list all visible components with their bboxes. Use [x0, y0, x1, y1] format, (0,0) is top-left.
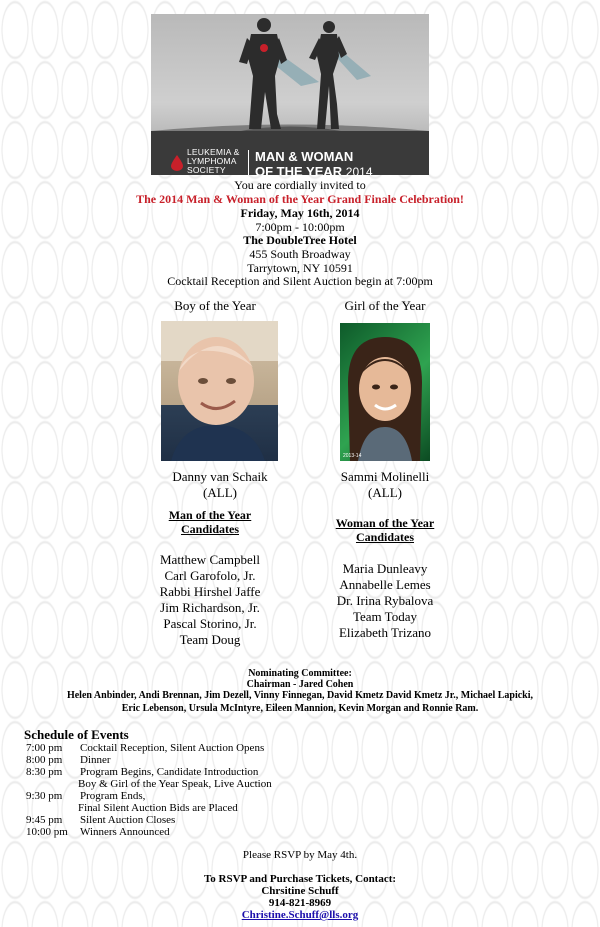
woman-candidate: Team Today [352, 609, 417, 624]
boy-condition: (ALL) [203, 485, 237, 500]
schedule-event: Winners Announced [80, 826, 170, 838]
schedule-time: 7:00 pm [26, 742, 63, 754]
boy-name: Danny van Schaik [172, 469, 268, 484]
rsvp-email-link[interactable]: Christine.Schuff@lls.org [241, 909, 359, 921]
event-date: Friday, May 16th, 2014 [240, 206, 360, 220]
banner-divider [248, 150, 249, 175]
boy-of-year-photo [161, 321, 278, 461]
committee-chair: Chairman - Jared Cohen [246, 679, 354, 690]
man-candidate: Carl Garofolo, Jr. [164, 568, 256, 583]
event-title-text: OF THE YEAR [255, 164, 343, 175]
schedule-title: Schedule of Events [24, 727, 129, 742]
event-year: 2014 [345, 165, 373, 175]
schedule-time: 9:30 pm [26, 790, 63, 802]
schedule-event: Program Ends, [80, 790, 146, 802]
event-time: 7:00pm - 10:00pm [255, 220, 345, 234]
blood-drop-logo-icon [171, 155, 183, 171]
committee-members-line2: Eric Lebenson, Ursula McIntyre, Eileen Mannion, Kevin Morgan and Ronnie Ram. [121, 703, 479, 714]
man-candidate: Team Doug [179, 632, 241, 647]
invite-headline: The 2014 Man & Woman of the Year Grand Finale Celebration! [136, 192, 464, 206]
invite-intro: You are cordially invited to [234, 178, 366, 192]
schedule-time: 9:45 pm [26, 814, 63, 826]
girl-of-year-heading: Girl of the Year [344, 298, 426, 313]
venue-name: The DoubleTree Hotel [243, 233, 357, 247]
girl-of-year-photo [340, 323, 430, 461]
org-name-line2: LYMPHOMA [187, 156, 237, 166]
man-candidate: Jim Richardson, Jr. [160, 600, 260, 615]
schedule-event: Program Begins, Candidate Introduction [80, 766, 259, 778]
woman-candidate: Elizabeth Trizano [338, 625, 432, 640]
schedule-event: Final Silent Auction Bids are Placed [78, 802, 238, 814]
event-title-line1: MAN & WOMAN [255, 149, 354, 164]
girl-condition: (ALL) [368, 485, 402, 500]
man-candidates-heading-line1: Man of the Year [168, 508, 252, 522]
schedule-time: 8:30 pm [26, 766, 63, 778]
rsvp-contact-line: To RSVP and Purchase Tickets, Contact: [203, 873, 397, 885]
rsvp-contact-name: Chrsitine Schuff [261, 885, 339, 897]
man-candidate: Pascal Storino, Jr. [163, 616, 257, 631]
org-name-line3: SOCIETY [187, 165, 226, 175]
reception-note: Cocktail Reception and Silent Auction begin at 7:00pm [167, 274, 433, 288]
event-title-line2 [255, 165, 373, 175]
schedule-event: Dinner [80, 754, 111, 766]
org-name-line1: LEUKEMIA & [187, 147, 240, 157]
schedule-event: Silent Auction Closes [80, 814, 176, 826]
event-banner [151, 14, 429, 175]
committee-members-line1: Helen Anbinder, Andi Brennan, Jim Dezell, Vinny Finnegan, David Kmetz David Kmetz Jr., Michael Lapicki, [66, 690, 534, 701]
boy-portrait-image [161, 321, 278, 461]
photo-caption: 2013-14 [343, 453, 362, 459]
rsvp-phone: 914-821-8969 [268, 897, 332, 909]
woman-candidate: Maria Dunleavy [342, 561, 428, 576]
man-candidates-heading-line2: Candidates [180, 522, 239, 536]
boy-of-year-heading: Boy of the Year [174, 298, 256, 313]
rsvp-deadline: Please RSVP by May 4th. [242, 849, 358, 861]
girl-portrait-image [340, 323, 430, 461]
woman-candidates-heading-line1: Woman of the Year [335, 516, 435, 530]
woman-candidates-heading-line2: Candidates [355, 530, 414, 544]
schedule-event: Cocktail Reception, Silent Auction Opens [80, 742, 265, 754]
woman-candidate: Dr. Irina Rybalova [336, 593, 434, 608]
schedule-event: Boy & Girl of the Year Speak, Live Auction [78, 778, 272, 790]
woman-candidate: Annabelle Lemes [339, 577, 431, 592]
man-candidate: Rabbi Hirshel Jaffe [159, 584, 261, 599]
schedule-time: 8:00 pm [26, 754, 63, 766]
committee-title: Nominating Committee: [248, 668, 352, 679]
girl-name: Sammi Molinelli [340, 469, 430, 484]
man-candidate: Matthew Campbell [159, 552, 260, 567]
schedule-time: 10:00 pm [26, 826, 68, 838]
venue-address-line2: Tarrytown, NY 10591 [247, 261, 353, 275]
venue-address-line1: 455 South Broadway [249, 247, 351, 261]
